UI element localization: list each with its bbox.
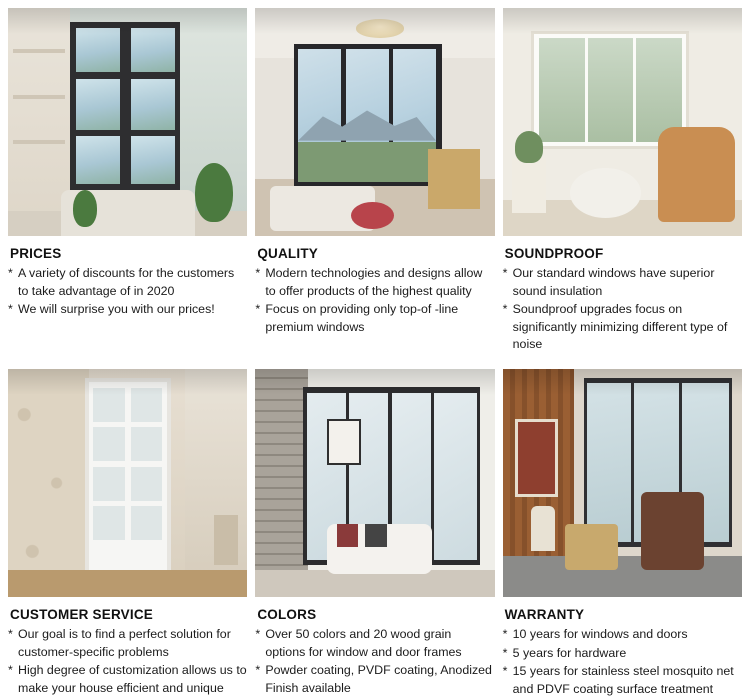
feature-title-prices: PRICES (10, 246, 62, 261)
feature-bullets-colors (255, 626, 494, 698)
feature-title-soundproof: SOUNDPROOF (504, 246, 604, 261)
bullet-marker: * (502, 645, 508, 660)
bullet-text: Focus on providing only top-of -line premium windows (265, 302, 459, 334)
list-item (255, 265, 494, 300)
list-item (503, 265, 742, 300)
feature-title-colors: COLORS (257, 607, 317, 623)
list-item (503, 626, 742, 644)
list-item (255, 626, 494, 661)
image-black-bifold-glass-doors-lounge (255, 369, 494, 597)
bullet-marker: * (502, 266, 508, 280)
list-item (8, 265, 247, 300)
image-living-room-window-mountain-view (255, 8, 494, 236)
bullet-text: A variety of discounts for the customers to take advantage of in 2020 (18, 266, 235, 298)
feature-cell-warranty (503, 369, 742, 699)
bullet-marker: * (8, 302, 13, 317)
bullet-text: High degree of customization allows us to make your house efficient and unique (18, 663, 247, 695)
feature-cell-prices (8, 8, 247, 355)
list-item (255, 301, 494, 336)
feature-cell-customer-service (8, 369, 247, 699)
list-item (503, 645, 742, 663)
image-living-room-black-framed-window (8, 8, 247, 236)
feature-grid-row-1 (8, 8, 742, 355)
feature-bullets-customer-service (8, 626, 247, 698)
list-item (8, 626, 247, 661)
bullet-marker: * (8, 627, 13, 642)
bullet-marker: * (255, 302, 261, 317)
bullet-text: We will surprise you with our prices! (18, 302, 215, 317)
bullet-text: 10 years for windows and doors (512, 627, 688, 642)
bullet-text: Our goal is to find a perfect solution for customer-specific problems (18, 627, 231, 659)
feature-cell-quality (255, 8, 494, 355)
feature-title-warranty: WARRANTY (504, 607, 585, 623)
bullet-marker: * (8, 266, 13, 280)
bullet-marker: * (255, 627, 261, 642)
feature-title-quality: QUALITY (257, 246, 318, 261)
feature-cell-soundproof (503, 8, 742, 355)
feature-grid-row-2 (8, 369, 742, 699)
bullet-text: Modern technologies and designs allow to offer products of the highest quality (265, 266, 483, 298)
image-white-casement-window-armchair (503, 8, 742, 236)
list-item (8, 662, 247, 697)
list-item (503, 301, 742, 354)
bullet-text: 15 years for stainless steel mosquito net and PDVF coating surface treatment (512, 664, 734, 696)
image-modern-room-sliding-glass-doors (503, 369, 742, 597)
list-item (503, 663, 742, 698)
bullet-text: Soundproof upgrades focus on significantly minimizing different type of noise (512, 302, 728, 352)
bullet-text: 5 years for hardware (512, 645, 627, 660)
list-item (8, 301, 247, 319)
feature-bullets-warranty (503, 626, 742, 699)
bullet-marker: * (502, 627, 508, 642)
feature-cell-colors (255, 369, 494, 699)
image-white-french-glass-door-hallway (8, 369, 247, 597)
bullet-text: Our standard windows have superior sound insulation (512, 266, 715, 298)
bullet-marker: * (8, 663, 13, 678)
feature-title-customer-service: CUSTOMER SERVICE (10, 607, 153, 623)
bullet-marker: * (255, 266, 261, 280)
feature-bullets-quality (255, 265, 494, 337)
feature-bullets-soundproof (503, 265, 742, 355)
bullet-marker: * (502, 664, 508, 679)
bullet-text: Powder coating, PVDF coating, Anodized Finish available (265, 663, 492, 695)
list-item (255, 662, 494, 697)
bullet-marker: * (255, 663, 261, 678)
bullet-text: Over 50 colors and 20 wood grain options for window and door frames (265, 627, 462, 659)
feature-bullets-prices (8, 265, 247, 320)
bullet-marker: * (502, 302, 508, 317)
